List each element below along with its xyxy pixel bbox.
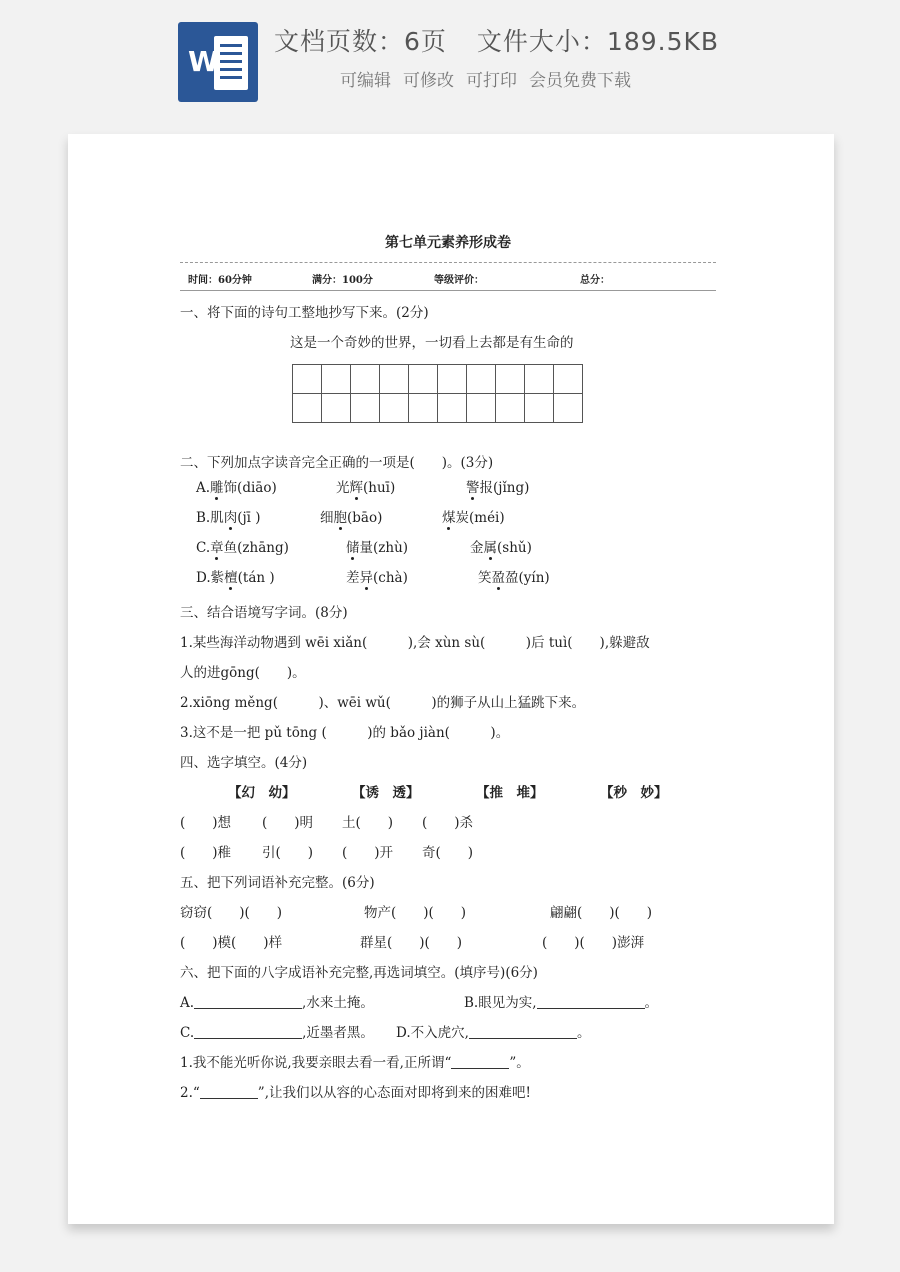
q1-poem: 这是一个奇妙的世界，一切看上去都是有生命的: [290, 335, 574, 351]
answer-blank-b[interactable]: [537, 994, 645, 1009]
word-document-icon: [178, 22, 258, 102]
q6-row-cd: C. ,近墨者黑。 D.不入虎穴, 。: [180, 1025, 591, 1041]
answer-blank-c[interactable]: [194, 1024, 302, 1039]
total-info: 总分：: [580, 275, 610, 286]
grid-cell[interactable]: [380, 394, 409, 423]
q3-heading: 三、结合语境写字词。(8分): [180, 605, 348, 621]
file-size: 文件大小：189.5KB: [476, 27, 720, 56]
grid-cell[interactable]: [351, 394, 380, 423]
grid-cell[interactable]: [322, 365, 351, 394]
feature-member-download: 会员免费下载: [529, 71, 631, 91]
q4-row-1: ( )想 ( )明 土( ) ( )杀: [180, 815, 474, 831]
answer-blank-d[interactable]: [469, 1024, 577, 1039]
grid-cell[interactable]: [409, 365, 438, 394]
q3-line-1: 1.某些海洋动物遇到 wēi xiǎn( ),会 xùn sù( )后 tuì( ),躲避敌: [180, 635, 650, 651]
page-count: 文档页数：6页: [274, 27, 447, 56]
q3-line-2: 人的进gōng( )。: [180, 665, 306, 681]
grid-cell[interactable]: [554, 394, 583, 423]
q6-sentence-1: 1.我不能光听你说,我要亲眼去看一看,正所谓“ ”。: [180, 1055, 530, 1071]
q6-heading: 六、把下面的八字成语补充完整,再选词填空。(填序号)(6分): [180, 965, 538, 981]
q5-row-2: ( )模( )样 群星( )( ) ( )( )澎湃: [180, 935, 645, 951]
grid-cell[interactable]: [438, 365, 467, 394]
grid-row: [293, 394, 583, 423]
grid-cell[interactable]: [322, 394, 351, 423]
q5-row-1: 窃窃( )( ) 物产( )( ) 翩翩( )( ): [180, 905, 653, 921]
dashed-divider: [180, 262, 716, 263]
score-info: 满分：100分: [312, 275, 373, 286]
grid-cell[interactable]: [525, 394, 554, 423]
feature-printable: 可打印: [466, 71, 517, 91]
grid-cell[interactable]: [467, 365, 496, 394]
q3-line-4: 3.这不是一把 pǔ tōng ( )的 bǎo jiàn( )。: [180, 725, 510, 741]
grid-cell[interactable]: [438, 394, 467, 423]
q2-option-b: B.肌肉(jī ) 细胞(bāo) 煤炭(méi): [196, 510, 505, 526]
answer-blank-1[interactable]: [451, 1054, 509, 1069]
q2-option-d: D.紫檀(tán ) 差异(chà) 笑盈盈(yín): [196, 570, 550, 586]
feature-editable: 可编辑: [340, 71, 391, 91]
q3-line-3: 2.xiōng měng( )、wēi wǔ( )的狮子从山上猛跳下来。: [180, 695, 586, 711]
q5-heading: 五、把下列词语补充完整。(6分): [180, 875, 375, 891]
word-logo-letter: W: [188, 45, 219, 78]
header-banner: [0, 0, 900, 120]
grid-row: [293, 365, 583, 394]
q2-option-a: A.雕饰(diāo) 光辉(huī) 警报(jǐng): [196, 480, 530, 496]
grid-cell[interactable]: [496, 394, 525, 423]
document-stats: [274, 22, 719, 58]
answer-blank-a[interactable]: [194, 994, 302, 1009]
q4-heading: 四、选字填空。(4分): [180, 755, 308, 771]
time-info: 时间：60分钟: [188, 275, 252, 286]
q4-groups: 【幻 幼】 【诱 透】 【推 堆】 【秒 妙】: [228, 785, 668, 801]
q2-option-c: C.章鱼(zhāng) 储量(zhù) 金属(shǔ): [196, 540, 532, 556]
feature-list: [340, 66, 631, 91]
grid-cell[interactable]: [293, 394, 322, 423]
exam-info-row: [188, 271, 610, 286]
answer-blank-2[interactable]: [200, 1084, 258, 1099]
grid-cell[interactable]: [293, 365, 322, 394]
grid-cell[interactable]: [496, 365, 525, 394]
document-page: [68, 134, 834, 1224]
page-title: 第七单元素养形成卷: [385, 235, 511, 251]
grid-cell[interactable]: [409, 394, 438, 423]
grid-cell[interactable]: [467, 394, 496, 423]
q2-heading: 二、下列加点字读音完全正确的一项是( )。(3分): [180, 455, 494, 471]
q6-row-ab: A. ,水来土掩。 B.眼见为实, 。: [180, 995, 659, 1011]
grid-cell[interactable]: [554, 365, 583, 394]
feature-modifiable: 可修改: [403, 71, 454, 91]
grid-cell[interactable]: [380, 365, 409, 394]
q6-sentence-2: 2.“ ”,让我们以从容的心态面对即将到来的困难吧!: [180, 1085, 531, 1101]
grid-cell[interactable]: [525, 365, 554, 394]
solid-divider: [180, 290, 716, 291]
writing-grid[interactable]: [292, 364, 583, 423]
q4-row-2: ( )稚 引( ) ( )开 奇( ): [180, 845, 474, 861]
q1-heading: 一、将下面的诗句工整地抄写下来。(2分): [180, 305, 429, 321]
grid-cell[interactable]: [351, 365, 380, 394]
grade-info: 等级评价：: [434, 275, 484, 286]
